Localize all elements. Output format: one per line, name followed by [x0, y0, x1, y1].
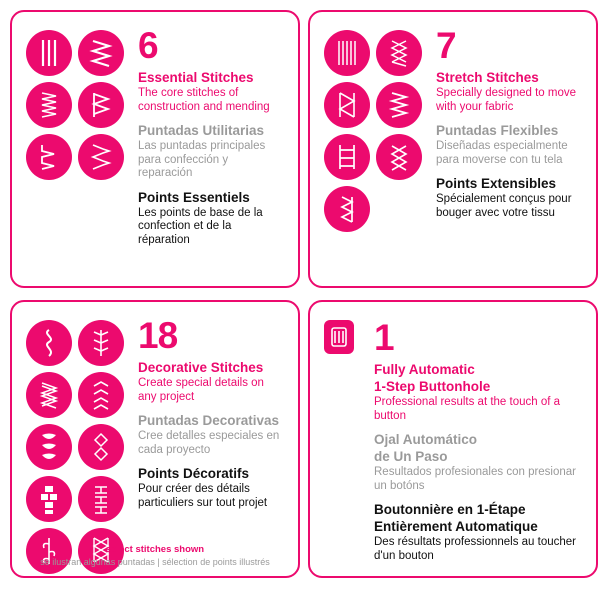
decorative-footnote-other: se ilustran algunas puntadas | sélection de points illustrés — [40, 557, 270, 567]
triple-straight-stitch-icon — [324, 30, 370, 76]
decorative-stitch-icon-grid — [26, 318, 130, 574]
essential-desc-en: The core stitches of construction and mending — [138, 87, 270, 113]
essential-title-es: Puntadas Utilitarias — [138, 123, 265, 138]
vine-decorative-stitch-icon — [26, 320, 72, 366]
three-step-zigzag-stitch-icon — [78, 134, 124, 180]
decorative-title-fr: Points Décoratifs — [138, 466, 250, 481]
stretch-title-es: Puntadas Flexibles — [436, 123, 559, 138]
scallop-decorative-stitch-icon — [26, 424, 72, 470]
straight-stitch-icon — [26, 30, 72, 76]
zigzag-stitch-icon — [78, 30, 124, 76]
serge-stretch-stitch-icon — [324, 186, 370, 232]
card-essential-stitches — [10, 10, 300, 288]
stretch-desc-en: Specially designed to move with your fabric — [436, 87, 576, 113]
honeycomb-stretch-stitch-icon — [376, 30, 422, 76]
stretch-stitch-text — [428, 25, 582, 220]
stretch-count: 7 — [436, 25, 456, 66]
stretch-stitch-icon-grid — [324, 28, 428, 232]
block-decorative-stitch-icon — [26, 476, 72, 522]
buttonhole-desc-es: Resultados profesionales con presionar un botóns — [374, 466, 577, 492]
decorative-title-es: Puntadas Decorativas — [138, 413, 280, 428]
decorative-footnote — [12, 544, 298, 568]
stretch-desc-fr: Spécialement conçus pour bouger avec votre tissu — [436, 193, 572, 219]
buttonhole-desc-en: Professional results at the touch of a button — [374, 396, 561, 422]
essential-count: 6 — [138, 25, 158, 66]
buttonhole-title-en-line1: Fully Automatic — [374, 362, 475, 377]
buttonhole-text — [374, 318, 582, 563]
buttonhole-icon — [324, 320, 354, 354]
buttonhole-icon-group — [324, 318, 374, 364]
stretch-title-fr: Points Extensibles — [436, 176, 557, 191]
decorative-desc-es: Cree detalles especiales en cada proyecto — [138, 430, 280, 456]
buttonhole-title-en-line2: 1-Step Buttonhole — [374, 379, 491, 394]
essential-title-fr: Points Essentiels — [138, 189, 250, 205]
decorative-desc-en: Create special details on any project — [138, 377, 264, 403]
elastic-zigzag-stitch-icon — [376, 82, 422, 128]
stretch-desc-es: Diseñadas especialmente para moverse con tu tela — [436, 140, 568, 166]
card-stretch-stitches — [308, 10, 598, 288]
stretch-straight-stitch-icon — [26, 82, 72, 128]
overlock-stitch-icon — [78, 82, 124, 128]
essential-desc-es: Las puntadas principales para confección y reparación — [138, 140, 266, 179]
buttonhole-title-fr-line1: Boutonnière en 1-Étape — [374, 502, 526, 517]
cross-stretch-stitch-icon — [376, 134, 422, 180]
cross-decorative-stitch-icon — [78, 476, 124, 522]
essential-stitch-text — [130, 25, 284, 247]
decorative-desc-fr: Pour créer des détails particuliers sur tout projet — [138, 483, 268, 509]
ladder-stretch-stitch-icon — [324, 134, 370, 180]
chevron-decorative-stitch-icon — [78, 372, 124, 418]
feather-decorative-stitch-icon — [78, 320, 124, 366]
buttonhole-title-es-line2: de Un Paso — [374, 449, 448, 464]
buttonhole-title-fr-line2: Entièrement Automatique — [374, 519, 538, 534]
blind-hem-stitch-icon — [26, 134, 72, 180]
wave-decorative-stitch-icon — [26, 372, 72, 418]
buttonhole-desc-fr: Des résultats professionnels au toucher d'un bouton — [374, 536, 576, 562]
decorative-title-en: Decorative Stitches — [138, 360, 264, 375]
essential-title-en: Essential Stitches — [138, 70, 254, 85]
card-decorative-stitches — [10, 300, 300, 578]
diamond-decorative-stitch-icon — [78, 424, 124, 470]
essential-desc-fr: Les points de base de la confection et de la réparation — [138, 206, 263, 246]
buttonhole-count: 1 — [374, 317, 394, 358]
overlock-stretch-stitch-icon — [324, 82, 370, 128]
card-buttonhole — [308, 300, 598, 578]
decorative-stitch-text — [130, 315, 284, 510]
decorative-count: 18 — [138, 315, 178, 356]
essential-stitch-icon-grid — [26, 28, 130, 180]
buttonhole-title-es-line1: Ojal Automático — [374, 432, 478, 447]
stretch-title-en: Stretch Stitches — [436, 70, 539, 85]
decorative-footnote-en: select stitches shown — [105, 544, 205, 555]
